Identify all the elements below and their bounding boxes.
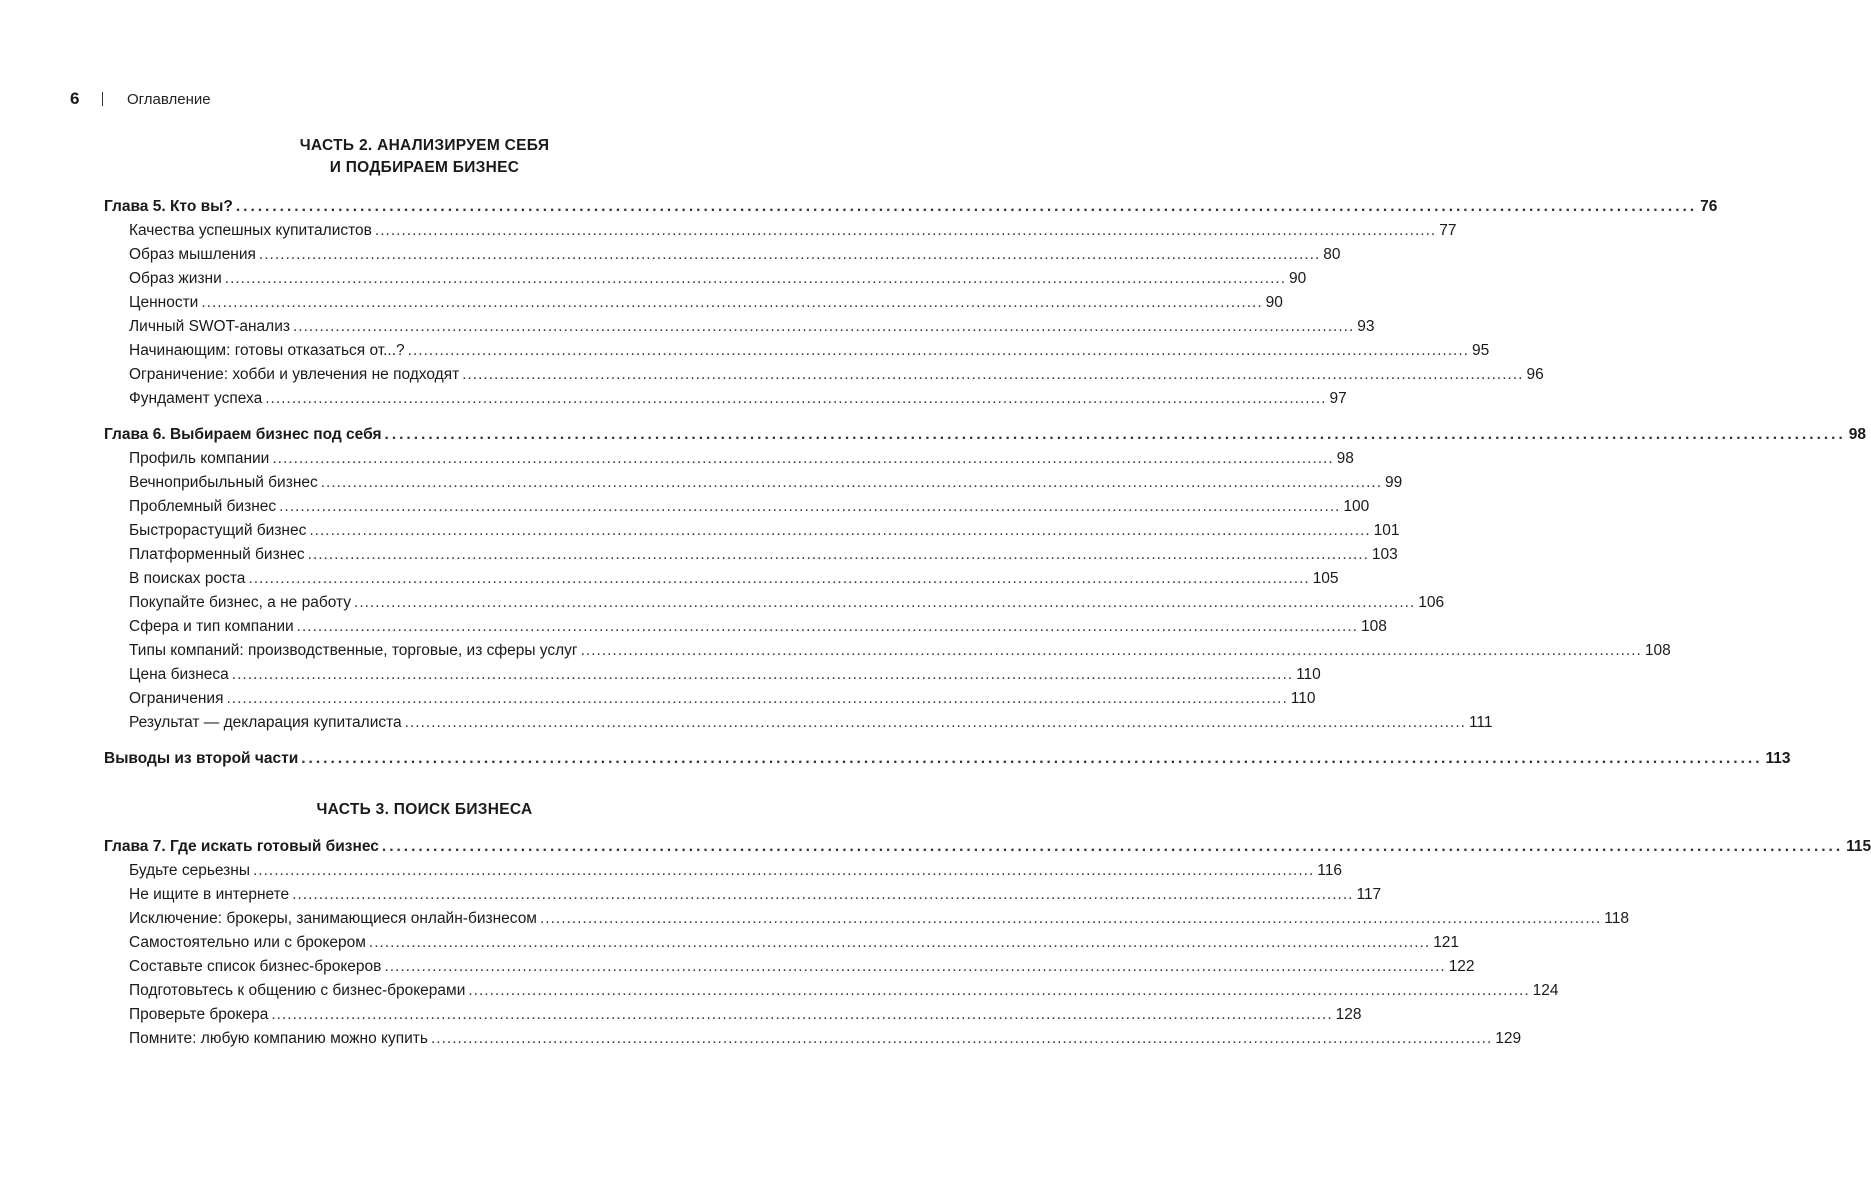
toc-page-number: 110 [1296,666,1321,683]
toc-entry-label: Помните: любую компанию можно купить [129,1030,428,1047]
toc-chapter-label: Глава 6. Выбираем бизнес под себя [104,426,382,443]
toc-entry[interactable] [104,315,1375,339]
part-2-title [0,135,849,179]
leader-dots: ........................................................................................................................................................................................................ [224,270,1287,287]
leader-dots: ........................................................................................................................................................................................................ [201,294,1263,311]
toc-page-number: 103 [1371,546,1398,563]
leader-dots: ........................................................................................................................................................................................................ [309,522,1371,539]
toc-chapter-label: Глава 7. Где искать готовый бизнес [104,838,379,855]
toc-entry-label: Ограничения [129,690,224,707]
toc-entry-label: Сфера и тип компании [129,618,294,635]
leader-dots: ........................................................................................................................................................................................................ [307,546,1369,563]
toc-entry-label: Образ мышления [129,246,256,263]
toc-entry[interactable] [104,687,1316,711]
toc-page-number: 113 [1765,750,1791,767]
toc-entry[interactable] [104,639,1671,663]
leader-dots: ........................................................................................................................................................................................................ [354,594,1416,611]
toc-entry-label: Быстрорастущий бизнес [129,522,307,539]
toc-entry[interactable] [104,219,1457,243]
toc-page-number: 76 [1700,198,1718,215]
toc-entry[interactable] [104,243,1341,267]
leader-dots: ........................................................................................................................................................................................................ [226,690,1288,707]
toc-entry-label: Типы компаний: производственные, торговые, из сферы услуг [129,642,578,659]
toc-entry-label: Начинающим: готовы отказаться от...? [129,342,405,359]
toc-entry-label: Исключение: брокеры, занимающиеся онлайн-бизнесом [129,910,537,927]
toc-entry[interactable] [104,1027,1522,1051]
toc-entry[interactable] [104,339,1490,363]
leader-dots: ........................................................................................................................................................................................................ [462,366,1524,383]
toc-entry-label: Ценности [129,294,199,311]
toc-entry-label: Не ищите в интернете [129,886,290,903]
toc-entry-label: Проверьте брокера [129,1006,269,1023]
toc-page-number: 106 [1418,594,1445,611]
toc-entry[interactable] [104,387,1347,411]
toc-entry-label: Качества успешных купиталистов [129,222,372,239]
running-title: Оглавление [127,90,211,108]
toc-page-number: 122 [1448,958,1475,975]
toc-page-number: 96 [1526,366,1544,383]
toc-entry-label: Проблемный бизнес [129,498,277,515]
toc-entry[interactable] [104,1003,1362,1027]
toc-entry[interactable] [104,615,1387,639]
toc-entry[interactable] [104,859,1342,883]
toc-entry-label: Фундамент успеха [129,390,263,407]
toc-page-number: 129 [1495,1030,1522,1047]
leader-dots: ........................................................................................................................................................................................................ [384,426,1846,443]
toc-page-number: 118 [1604,910,1629,927]
header-divider [102,92,103,106]
toc-page-number: 101 [1373,522,1400,539]
part-2-title-line-2: И ПОДБИРАЕМ БИЗНЕС [329,159,520,176]
toc-page-number: 111 [1468,714,1493,731]
toc-page-number: 116 [1317,862,1342,879]
toc-chapter-5[interactable] [104,195,1718,219]
toc-entry[interactable] [104,495,1370,519]
toc-entry[interactable] [104,291,1283,315]
toc-entry[interactable] [104,543,1398,567]
toc-chapter-label: Выводы из второй части [104,750,299,767]
toc-page-number: 124 [1532,982,1559,999]
leader-dots: ........................................................................................................................................................................................................ [248,570,1310,587]
toc-entry[interactable] [104,711,1493,735]
toc-entry[interactable] [104,931,1460,955]
toc-page-number: 98 [1848,426,1867,443]
part-2-title-line-1: ЧАСТЬ 2. АНАЛИЗИРУЕМ СЕБЯ [299,137,550,154]
toc-entry-label: Профиль компании [129,450,270,467]
toc-page-number: 108 [1644,642,1671,659]
toc-entry-label: Будьте серьезны [129,862,250,879]
toc-chapter-7[interactable] [104,835,1871,859]
toc-page-number: 99 [1385,474,1403,491]
toc-page-number: 108 [1360,618,1387,635]
leader-dots: ........................................................................................................................................................................................................ [430,1030,1493,1047]
toc-entry[interactable] [104,567,1339,591]
toc-entry[interactable] [104,591,1445,615]
toc-entry-label: Подготовьтесь к общению с бизнес-брокерами [129,982,466,999]
toc-page-number: 115 [1846,838,1871,855]
part-3-title: ЧАСТЬ 3. ПОИСК БИЗНЕСА [316,801,533,818]
leader-dots: ........................................................................................................................................................................................................ [301,750,1763,767]
leader-dots: ........................................................................................................................................................................................................ [252,862,1315,879]
leader-dots: ........................................................................................................................................................................................................ [539,910,1602,927]
toc-entry-label: В поисках роста [129,570,246,587]
leader-dots: ........................................................................................................................................................................................................ [265,390,1327,407]
toc-page-number: 117 [1356,886,1382,903]
toc-entry[interactable] [104,267,1307,291]
toc-entry[interactable] [104,663,1321,687]
toc-part-2 [104,195,1867,771]
toc-entry-label: Составьте список бизнес-брокеров [129,958,382,975]
toc-entry-label: Покупайте бизнес, а не работу [129,594,352,611]
toc-chapter-6[interactable] [104,423,1867,447]
leader-dots: ........................................................................................................................................................................................................ [296,618,1358,635]
leader-dots: ........................................................................................................................................................................................................ [271,1006,1333,1023]
toc-page-number: 77 [1439,222,1457,239]
toc-page-number: 121 [1433,934,1460,951]
leader-dots: ........................................................................................................................................................................................................ [368,934,1431,951]
page-number: 6 [70,89,80,108]
toc-entry[interactable] [104,907,1629,931]
toc-entry-label: Образ жизни [129,270,222,287]
leader-dots: ........................................................................................................................................................................................................ [272,450,1334,467]
toc-page-number: 93 [1357,318,1375,335]
toc-conclusions-part-2[interactable] [104,747,1791,771]
leader-dots: ........................................................................................................................................................................................................ [374,222,1437,239]
toc-page-number: 98 [1336,450,1354,467]
leader-dots: ........................................................................................................................................................................................................ [279,498,1341,515]
toc-page-number: 95 [1471,342,1490,359]
toc-entry[interactable] [104,955,1475,979]
toc-part-3 [104,835,1871,1051]
leader-dots: ........................................................................................................................................................................................................ [407,342,1469,359]
leader-dots: ........................................................................................................................................................................................................ [235,198,1698,215]
toc-page-number: 110 [1290,690,1316,707]
leader-dots: ........................................................................................................................................................................................................ [231,666,1294,683]
toc-entry-label: Ограничение: хобби и увлечения не подходят [129,366,460,383]
toc-entry[interactable] [104,883,1382,907]
toc-entry[interactable] [104,519,1400,543]
leader-dots: ........................................................................................................................................................................................................ [258,246,1321,263]
toc-entry[interactable] [104,447,1354,471]
leader-dots: ........................................................................................................................................................................................................ [468,982,1530,999]
toc-page-number: 90 [1289,270,1307,287]
leader-dots: ........................................................................................................................................................................................................ [381,838,1844,855]
toc-page-number: 80 [1323,246,1341,263]
toc-entry-label: Самостоятельно или с брокером [129,934,366,951]
toc-entry-label: Личный SWOT-анализ [129,318,290,335]
toc-page-number: 90 [1265,294,1283,311]
page-header [70,88,211,110]
toc-entry-label: Платформенный бизнес [129,546,305,563]
toc-page-number: 128 [1335,1006,1362,1023]
leader-dots: ........................................................................................................................................................................................................ [292,318,1355,335]
leader-dots: ........................................................................................................................................................................................................ [384,958,1446,975]
toc-entry-label: Результат — декларация купиталиста [129,714,402,731]
leader-dots: ........................................................................................................................................................................................................ [292,886,1354,903]
toc-entry-label: Вечноприбыльный бизнес [129,474,318,491]
toc-chapter-label: Глава 5. Кто вы? [104,198,233,215]
leader-dots: ........................................................................................................................................................................................................ [580,642,1642,659]
leader-dots: ........................................................................................................................................................................................................ [404,714,1466,731]
toc-entry[interactable] [104,363,1544,387]
toc-entry-label: Цена бизнеса [129,666,229,683]
toc-entry[interactable] [104,471,1403,495]
toc-page-number: 105 [1312,570,1339,587]
toc-entry[interactable] [104,979,1559,1003]
toc-page-number: 100 [1343,498,1370,515]
toc-page-number: 97 [1329,390,1347,407]
leader-dots: ........................................................................................................................................................................................................ [320,474,1383,491]
